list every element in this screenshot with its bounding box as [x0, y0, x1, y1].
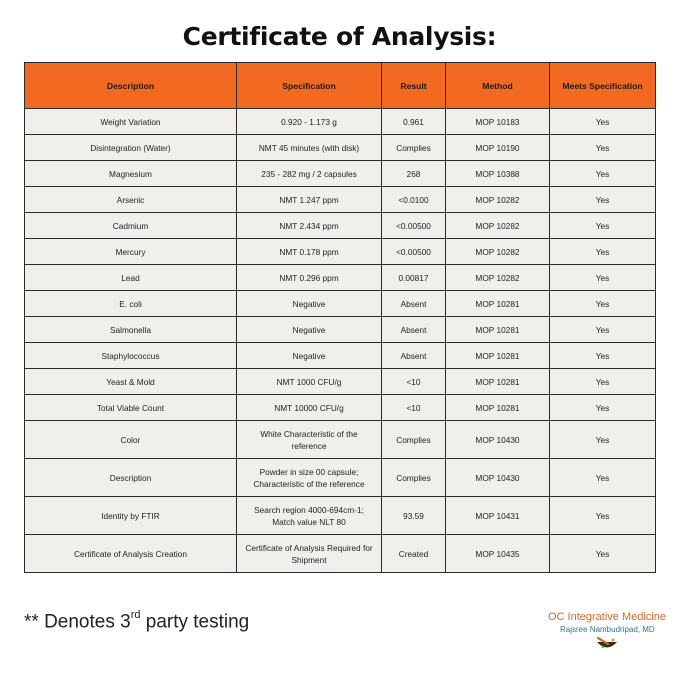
cell-method: MOP 10281 — [446, 317, 550, 343]
footnote-superscript: rd — [130, 609, 141, 621]
cell-specification: NMT 10000 CFU/g — [237, 395, 382, 421]
cell-method: MOP 10281 — [446, 343, 550, 369]
cell-result: 93.59 — [382, 497, 446, 535]
cell-specification: NMT 1.247 ppm — [237, 187, 382, 213]
cell-specification: Negative — [237, 291, 382, 317]
cell-specification: NMT 2.434 ppm — [237, 213, 382, 239]
footnote-prefix: ** Denotes 3 — [24, 611, 131, 633]
cell-description: Description — [25, 459, 237, 497]
cell-specification: 235 - 282 mg / 2 capsules — [237, 161, 382, 187]
cell-meets-specification: Yes — [550, 187, 656, 213]
cell-meets-specification: Yes — [550, 421, 656, 459]
cell-description: Mercury — [25, 239, 237, 265]
cell-method: MOP 10183 — [446, 109, 550, 135]
cell-meets-specification: Yes — [550, 459, 656, 497]
header-result: Result — [382, 63, 446, 109]
cell-method: MOP 10281 — [446, 369, 550, 395]
cell-meets-specification: Yes — [550, 395, 656, 421]
cell-meets-specification: Yes — [550, 213, 656, 239]
page-title: Certificate of Analysis: — [182, 22, 497, 51]
cell-specification: Search region 4000-694cm-1; Match value NLT 80 — [237, 497, 382, 535]
cell-description: Magnesium — [25, 161, 237, 187]
table-row — [25, 535, 656, 573]
cell-specification: Powder in size 00 capsule; Characteristic of the reference — [237, 459, 382, 497]
cell-meets-specification: Yes — [550, 369, 656, 395]
cell-method: MOP 10430 — [446, 421, 550, 459]
cell-meets-specification: Yes — [550, 291, 656, 317]
header-meets-specification: Meets Specification — [550, 63, 656, 109]
cell-method: MOP 10431 — [446, 497, 550, 535]
cell-description: Identity by FTIR — [25, 497, 237, 535]
cell-specification: NMT 0.296 ppm — [237, 265, 382, 291]
cell-meets-specification: Yes — [550, 317, 656, 343]
table-row — [25, 187, 656, 213]
footnote-suffix: party testing — [140, 611, 250, 633]
cell-result: 268 — [382, 161, 446, 187]
brand-block — [548, 611, 668, 652]
table-row — [25, 239, 656, 265]
table-body — [25, 109, 656, 573]
table-row — [25, 369, 656, 395]
cell-specification: White Characteristic of the reference — [237, 421, 382, 459]
header-method: Method — [446, 63, 550, 109]
table-row — [25, 161, 656, 187]
table-row — [25, 109, 656, 135]
cell-description: Weight Variation — [25, 109, 237, 135]
table-row — [25, 343, 656, 369]
header-description: Description — [25, 63, 237, 109]
cell-result: 0.961 — [382, 109, 446, 135]
cell-method: MOP 10430 — [446, 459, 550, 497]
table-header-row — [25, 63, 656, 109]
cell-result: <10 — [382, 369, 446, 395]
cell-meets-specification: Yes — [550, 343, 656, 369]
cell-result: Absent — [382, 291, 446, 317]
cell-result: Absent — [382, 343, 446, 369]
cell-method: MOP 10190 — [446, 135, 550, 161]
cell-result: Complies — [382, 135, 446, 161]
cell-method: MOP 10282 — [446, 213, 550, 239]
cell-description: Cadmium — [25, 213, 237, 239]
cell-specification: NMT 0.178 ppm — [237, 239, 382, 265]
cell-result: <0.00500 — [382, 213, 446, 239]
cell-meets-specification: Yes — [550, 239, 656, 265]
cell-description: Salmonella — [25, 317, 237, 343]
table-row — [25, 291, 656, 317]
cell-specification: Certificate of Analysis Required for Shipment — [237, 535, 382, 573]
cell-result: 0.00817 — [382, 265, 446, 291]
cell-method: MOP 10282 — [446, 265, 550, 291]
brand-name: OC Integrative Medicine — [548, 611, 666, 623]
cell-method: MOP 10281 — [446, 291, 550, 317]
cell-description: E. coli — [25, 291, 237, 317]
cell-description: Color — [25, 421, 237, 459]
cell-method: MOP 10388 — [446, 161, 550, 187]
cell-result: <10 — [382, 395, 446, 421]
cell-meets-specification: Yes — [550, 535, 656, 573]
brand-doctor: Rajsree Nambudripad, MD — [560, 625, 655, 634]
cell-meets-specification: Yes — [550, 161, 656, 187]
cell-description: Disintegration (Water) — [25, 135, 237, 161]
table-row — [25, 135, 656, 161]
cell-description: Staphylococcus — [25, 343, 237, 369]
table-row — [25, 395, 656, 421]
cell-description: Certificate of Analysis Creation — [25, 535, 237, 573]
cell-specification: 0.920 - 1.173 g — [237, 109, 382, 135]
cell-method: MOP 10281 — [446, 395, 550, 421]
cell-meets-specification: Yes — [550, 109, 656, 135]
table-row — [25, 421, 656, 459]
cell-result: Created — [382, 535, 446, 573]
cell-specification: Negative — [237, 317, 382, 343]
table-row — [25, 497, 656, 535]
coa-table — [24, 62, 656, 573]
cell-specification: NMT 1000 CFU/g — [237, 369, 382, 395]
footnote — [24, 611, 249, 633]
cell-specification: Negative — [237, 343, 382, 369]
cell-specification: NMT 45 minutes (with disk) — [237, 135, 382, 161]
table-row — [25, 317, 656, 343]
cell-meets-specification: Yes — [550, 497, 656, 535]
cell-result: <0.00500 — [382, 239, 446, 265]
table-row — [25, 213, 656, 239]
cell-method: MOP 10435 — [446, 535, 550, 573]
cell-description: Total Viable Count — [25, 395, 237, 421]
table-row — [25, 265, 656, 291]
cell-result: Absent — [382, 317, 446, 343]
header-specification: Specification — [237, 63, 382, 109]
mortar-pestle-logo-icon — [594, 636, 620, 652]
cell-result: <0.0100 — [382, 187, 446, 213]
cell-method: MOP 10282 — [446, 187, 550, 213]
cell-description: Yeast & Mold — [25, 369, 237, 395]
cell-result: Complies — [382, 459, 446, 497]
cell-meets-specification: Yes — [550, 265, 656, 291]
table-row — [25, 459, 656, 497]
cell-description: Arsenic — [25, 187, 237, 213]
cell-method: MOP 10282 — [446, 239, 550, 265]
cell-description: Lead — [25, 265, 237, 291]
cell-meets-specification: Yes — [550, 135, 656, 161]
cell-result: Complies — [382, 421, 446, 459]
